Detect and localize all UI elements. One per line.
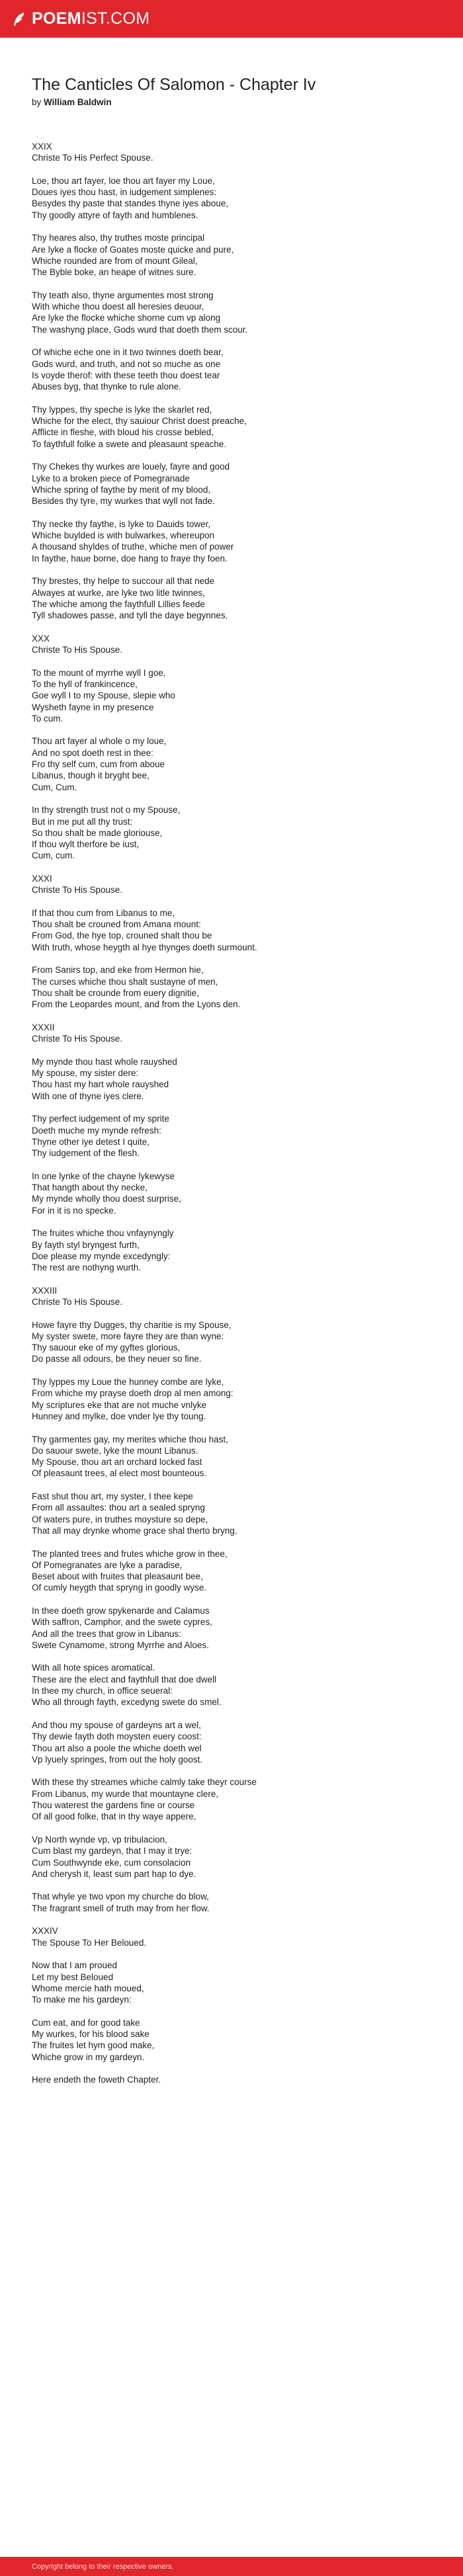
poem-line: Cum Southwynde eke, cum consolacion [32, 1857, 191, 1868]
poem-line: In one lynke of the chayne lykewyse [32, 1171, 175, 1181]
poem-line: Thy Chekes thy wurkes are louely, fayre and good [32, 462, 230, 472]
poem-line: Doe please my mynde excedyngly: [32, 1251, 171, 1261]
poem-title: The Canticles Of Salomon - Chapter Iv [32, 75, 316, 94]
poem-line: And no spot doeth rest in thee: [32, 747, 153, 758]
site-logo[interactable] [13, 11, 149, 27]
poem-line: To the hyll of frankincence, [32, 679, 138, 689]
poem-line: With these thy streames whiche calmly take theyr course [32, 1777, 257, 1788]
stanza [32, 1171, 435, 1216]
poem-line: Thyne other iye detest I quite, [32, 1136, 149, 1147]
poem-line: Thou shalt be crounde from euery dignitie, [32, 987, 199, 998]
stanza [32, 1960, 435, 2005]
poem-line: Who all through fayth, excedyng swete do smel. [32, 1697, 222, 1708]
stanza [32, 1319, 435, 1365]
poem-line: Do passe all odours, be they neuer so fine. [32, 1354, 202, 1364]
poem-line: Thy dewie fayth doth moysten euery coost: [32, 1731, 202, 1742]
stanza [32, 964, 435, 1010]
poem-line: Alwayes at wurke, are lyke two litle twinnes, [32, 587, 205, 598]
poem-line: Cum, cum. [32, 851, 75, 861]
poem-line: Are lyke a flocke of Goates moste quicke and pure, [32, 244, 234, 255]
poem-line: Goe wyll I to my Spouse, slepie who [32, 690, 175, 701]
poem-line: Cum blast my gardeyn, that I may it trye: [32, 1846, 192, 1856]
poem-line: Of all good folke, that in thy waye appere, [32, 1811, 196, 1822]
poem-line: From whiche my prayse doeth drop al men among: [32, 1388, 233, 1399]
poem-line: That whyle ye two vpon my churche do blow, [32, 1891, 209, 1902]
poem-line: Thou art also a poole the whiche doeth wel [32, 1743, 202, 1753]
stanza [32, 907, 435, 953]
poem-line: But in me put all thy trust: [32, 816, 133, 827]
stanza [32, 1285, 435, 1308]
poem-line: Besides thy tyre, my wurkes that wyll not fade. [32, 496, 215, 507]
poem-line: From Libanus, my wurde that mountayne clere, [32, 1788, 219, 1799]
poem-line: And thou my spouse of gardeyns art a wel, [32, 1720, 201, 1730]
poem-line: Afflicte in fleshe, with bloud his crosse bebled, [32, 427, 214, 438]
poem-line: Doeth muche my mynde refresh: [32, 1125, 161, 1136]
poem-line: The Byble boke, an heape of witnes sure. [32, 267, 196, 278]
stanza [32, 519, 435, 564]
stanza [32, 1548, 435, 1594]
poem-line: Of whiche eche one in it two twinnes doeth bear, [32, 347, 224, 358]
poem-line: The curses whiche thou shalt sustayne of men, [32, 976, 218, 987]
poem-line: Tyll shadowes passe, and tyll the daye begynnes. [32, 610, 228, 621]
poem-line: Thou art fayer al whole o my loue, [32, 736, 167, 747]
poem-line: With saffron, Camphor, and the swete cypres, [32, 1617, 212, 1628]
poem-line: Of waters pure, in truthes moysture so depe, [32, 1514, 208, 1524]
poem-line: Cum, Cum. [32, 782, 77, 792]
poem-line: To cum. [32, 713, 63, 724]
stanza [32, 1891, 435, 1914]
poem-line: Let my best Beloued [32, 1972, 114, 1982]
poem-line: With one of thyne iyes clere. [32, 1091, 144, 1101]
author-link[interactable]: William Baldwin [44, 97, 112, 107]
poem-line: Vp lyuely springes, from out the holy goost. [32, 1754, 203, 1765]
poem-line: Doues iyes thou hast, in iudgement simplenes: [32, 187, 217, 198]
poem-line: Beset about with fruites that pleasaunt bee, [32, 1571, 203, 1582]
poem-line: That hangth about thy necke, [32, 1183, 147, 1193]
stanza [32, 575, 435, 621]
poem-line: The whiche among the faythfull Lillies feede [32, 599, 205, 609]
poem-line: Fro thy self cum, cum from aboue [32, 759, 165, 770]
poem-line: The rest are nothyng wurth. [32, 1263, 142, 1273]
poem-line: With whiche thou doest all heresies deuour, [32, 302, 204, 312]
stanza [32, 1376, 435, 1422]
stanza [32, 175, 435, 221]
stanza [32, 1776, 435, 1822]
poem-line: Christe To His Spouse. [32, 645, 123, 655]
poem-line: Libanus, though it bryght bee, [32, 770, 149, 781]
stanza [32, 1662, 435, 1708]
stanza [32, 232, 435, 278]
poem-line: Whome mercie hath moued, [32, 1983, 144, 1993]
poem-line: Gods wurd, and truth, and not so muche as one [32, 358, 221, 369]
stanza [32, 2074, 435, 2085]
poem-line: Now that I am proued [32, 1960, 118, 1971]
byline [32, 96, 435, 109]
poem-line: The washyng place, Gods wurd that doeth them scour. [32, 324, 248, 335]
poem-line: Are lyke the flocke whiche shorne cum vp along [32, 313, 221, 323]
stanza [32, 141, 435, 164]
poem-line: Thy perfect iudgement of my sprite [32, 1114, 169, 1124]
poem-line: Thy heares also, thy truthes moste principal [32, 233, 205, 243]
poem-line: Whiche rounded are from of mount Gileal, [32, 255, 198, 266]
poem-line: Thy iudgement of the flesh. [32, 1148, 140, 1159]
poem-line: These are the elect and faythfull that doe dwell [32, 1674, 217, 1684]
stanza [32, 1720, 435, 1765]
stanza [32, 1056, 435, 1102]
copyright-text: Copyright belong to their respective owners. [32, 2562, 174, 2571]
poem-line: So thou shalt be made gloriouse, [32, 827, 163, 838]
poem-line: Thy sauour eke of my gyftes glorious, [32, 1343, 181, 1353]
stanza [32, 2017, 435, 2063]
poem-line: My wurkes, for his blood sake [32, 2028, 149, 2039]
poem-line: My spouse, my sister dere: [32, 1068, 139, 1079]
poem-line: My syster swete, more fayre they are than wyne: [32, 1331, 224, 1341]
byline-label: by [32, 97, 42, 107]
stanza [32, 667, 435, 724]
stanza [32, 1605, 435, 1651]
stanza [32, 404, 435, 450]
stanza [32, 804, 435, 861]
poem-line: To the mount of myrrhe wyll I goe, [32, 667, 166, 678]
poem-line: Cum eat, and for good take [32, 2017, 140, 2028]
poem-line: Thy lyppes, thy speche is lyke the skarlet red, [32, 404, 212, 415]
poem-line: Of cumly heygth that spryng in goodly wyse. [32, 1583, 207, 1593]
stanza [32, 735, 435, 792]
poem-line: Wysheth fayne in my presence [32, 702, 154, 712]
poem-line: Christe To His Spouse. [32, 885, 123, 895]
poem-line: Vp North wynde vp, vp tribulacion, [32, 1834, 167, 1845]
poem-line: In thy strength trust not o my Spouse, [32, 805, 181, 815]
poem-line: Christe To His Spouse. [32, 1296, 123, 1307]
poem-line: Thou hast my hart whole rauyshed [32, 1079, 169, 1090]
stanza [32, 461, 435, 507]
logo-text-bold: POEM [32, 9, 81, 28]
poem-line: Whiche buylded is with bulwarkes, whereupon [32, 530, 215, 541]
poem-line: The Spouse To Her Beloued. [32, 1937, 147, 1948]
stanza [32, 1925, 435, 1948]
stanza [32, 873, 435, 896]
poem-line: From God, the hye top, crouned shalt thou be [32, 931, 212, 941]
feather-icon [13, 12, 26, 26]
poem-line: Thou shalt be crouned from Amana mount: [32, 919, 201, 930]
poem-line: Do sauour swete, lyke the mount Libanus. [32, 1445, 198, 1456]
poem-line: Besydes thy paste that standes thyne iyes aboue, [32, 198, 229, 209]
poem-line: And cherysh it, least sum part hap to dye. [32, 1868, 196, 1879]
poem-line: From all assaultes: thou art a sealed spryng [32, 1503, 205, 1513]
logo-text-thin: IST.COM [81, 9, 150, 28]
poem-line: XXXI [32, 874, 52, 884]
poem-line: That all may drynke whome grace shal therto bryng. [32, 1525, 237, 1536]
poem-line: From Sanirs top, and eke from Hermon hie, [32, 965, 204, 976]
poem-line: Abuses byg, that thynke to rule alone. [32, 382, 181, 392]
poem-line: XXIX [32, 142, 52, 151]
poem-line: With all hote spices aromatical. [32, 1663, 155, 1673]
poem-line: By fayth styl bryngest furth, [32, 1239, 140, 1250]
poem-line: Thou waterest the gardens fine or course [32, 1800, 195, 1811]
poem-line: My mynde wholly thou doest surprise, [32, 1194, 181, 1204]
poem-line: In thee doeth grow spykenarde and Calamus [32, 1606, 210, 1616]
poem-line: Lyke to a broken piece of Pomegranade [32, 473, 190, 483]
poem-line: A thousand shyldes of truthe, whiche men of power [32, 542, 234, 552]
poem-line: Christe To His Spouse. [32, 1034, 123, 1044]
poem-line: And all the trees that grow in Libanus: [32, 1628, 181, 1639]
poem-line: Of pleasaunt trees, al elect most bounteous. [32, 1468, 207, 1479]
poem-line: To make me his gardeyn: [32, 1995, 132, 2005]
stanza [32, 290, 435, 335]
poem-line: Whiche grow in my gardeyn. [32, 2052, 145, 2062]
poem-line: Hunney and mylke, doe vnder lye thy toung. [32, 1411, 206, 1421]
poem-line: Thy teath also, thyne argumentes most strong [32, 290, 214, 300]
poem-line: Whiche for the elect, thy sauiour Christ doest preache, [32, 416, 247, 427]
poem-line: Of Pomegranates are lyke a paradise, [32, 1559, 183, 1570]
stanza [32, 347, 435, 392]
stanza [32, 633, 435, 656]
stanza [32, 1834, 435, 1880]
poem-line: Is voyde therof: with these teeth thou doest tear [32, 370, 220, 380]
poem-line: Thy brestes, thy helpe to succour all that nede [32, 576, 215, 587]
poem-line: If thou wylt therfore be iust, [32, 839, 140, 850]
top-nav-bar [0, 0, 463, 38]
poem-line: Fast shut thou art, my syster, I thee kepe [32, 1491, 193, 1502]
poem-line: Loe, thou art fayer, loe thou art fayer my Loue, [32, 175, 215, 186]
poem-line: Christe To His Perfect Spouse. [32, 153, 153, 163]
poem-line: From the Leopardes mount, and from the Lyons den. [32, 999, 241, 1010]
poem-line: The fruites let hym good make, [32, 2040, 155, 2051]
stanza [32, 1491, 435, 1536]
logo-text [32, 11, 149, 27]
poem-line: Thy goodly attyre of fayth and humblenes. [32, 210, 198, 220]
stanza [32, 1022, 435, 1045]
poem-line: The planted trees and frutes whiche grow in thee, [32, 1548, 228, 1559]
poem-line: Here endeth the foweth Chapter. [32, 2075, 161, 2085]
poem-line: In thee my church, in office seueral: [32, 1686, 173, 1696]
poem-line: Thy garmentes gay, my merites whiche thou hast, [32, 1434, 228, 1444]
poem-line: In faythe, haue borne, doe hang to fraye thy foen. [32, 553, 228, 563]
poem-line: My mynde thou hast whole rauyshed [32, 1056, 177, 1067]
poem-body [32, 141, 435, 2085]
poem-line: For in it is no specke. [32, 1205, 116, 1216]
poem-line: XXXII [32, 1022, 55, 1032]
poem-line: To faythfull folke a swete and pleasaunt speache. [32, 438, 227, 449]
poem-line: The fruites whiche thou vnfaynyngly [32, 1228, 174, 1239]
poem-line: XXXIV [32, 1926, 58, 1936]
poem-line: XXX [32, 633, 50, 644]
poem-line: My Spouse, thou art an orchard locked fast [32, 1457, 202, 1468]
stanza [32, 1113, 435, 1159]
poem-line: Swete Cynamome, strong Myrrhe and Aloes. [32, 1640, 209, 1650]
poem-line: Howe fayre thy Dugges, thy charitie is my Spouse, [32, 1319, 232, 1330]
poem-line: Thy lyppes my Loue the hunney combe are lyke, [32, 1377, 224, 1388]
poem-line: Whiche spring of faythe by merit of my blood, [32, 484, 211, 495]
poem-line: Thy necke thy faythe, is lyke to Dauids tower, [32, 519, 211, 529]
poem-content [32, 75, 435, 2097]
stanza [32, 1434, 435, 1479]
stanza [32, 1227, 435, 1273]
footer-bar [0, 2557, 463, 2576]
poem-line: XXXIII [32, 1285, 58, 1296]
poem-line: With truth, whose heygth al hye thynges doeth surmount. [32, 942, 257, 952]
poem-line: My scriptures eke that are not muche vnlyke [32, 1399, 207, 1410]
poem-line: If that thou cum from Libanus to me, [32, 907, 175, 918]
poem-line: The fragrant smell of truth may from her flow. [32, 1903, 210, 1913]
